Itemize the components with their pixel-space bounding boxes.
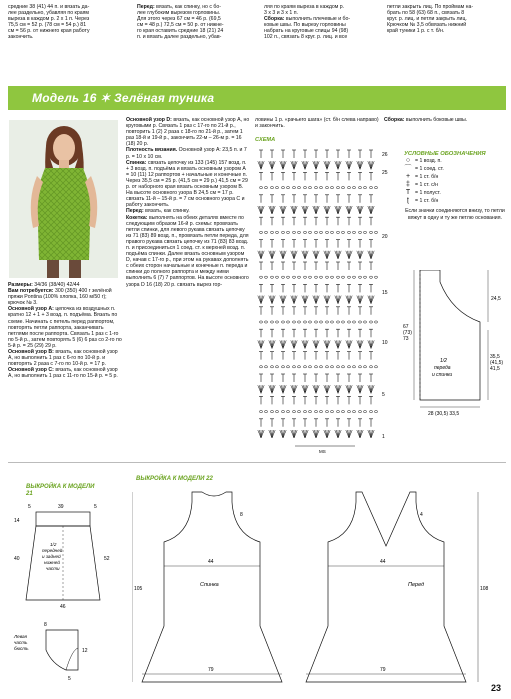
back-top-dim: 44	[208, 559, 214, 565]
scheme-chain	[352, 231, 355, 233]
scheme-chain	[303, 411, 306, 413]
scheme-chain	[303, 321, 306, 323]
back-label: Спинка	[200, 582, 219, 588]
scheme-chain	[297, 321, 300, 323]
dim-73a: (73)	[403, 330, 412, 336]
middle-column-text	[126, 117, 250, 288]
scheme-chain	[330, 231, 333, 233]
back-mid-dim: 8	[240, 512, 243, 518]
back-text: связать цепочку из 133 (145) 157 возд. п. + 3 возд. п. подъёма и вязать основным узором A = 10 (11) 12 раппортов + начальные и конечные п. Через 35,5 см = 25 р. (41,5 см = 29 р.) 41,5 см = 29 р. от наборного края вязать основным узором B. На высоте основного узора B 24,5 см = 17 р. связать 11-й – 15-й р. = 7 см основного узора C и работу закончить.	[126, 159, 248, 209]
dim-67: 67	[403, 324, 409, 330]
scheme-chain	[330, 187, 333, 189]
scheme-chain	[341, 187, 344, 189]
scheme-chain	[308, 366, 311, 368]
front-label: Перед:	[137, 4, 155, 10]
scheme-chain	[325, 187, 328, 189]
scheme-chain	[264, 231, 267, 233]
scheme-chain	[270, 276, 273, 278]
legend-symbol-icon: ‡	[406, 181, 410, 189]
yoke-label: Кокетка:	[126, 214, 148, 221]
scheme-chain	[336, 321, 339, 323]
scheme-chain	[275, 321, 278, 323]
legend-item	[404, 189, 506, 197]
pattern21-label-3: и задней	[42, 554, 61, 559]
legend	[404, 151, 506, 221]
scheme-chain	[303, 276, 306, 278]
section-divider	[8, 462, 506, 463]
front-text-2: вязать, как спинку.	[143, 208, 190, 215]
scheme-chain	[286, 276, 289, 278]
pattern21-title: ВЫКРОЙКА К МОДЕЛИ 21	[26, 484, 95, 497]
dim-41-5a: (41,5)	[490, 360, 504, 366]
pattern-a-text: цепочка из воздушных п. кратно 12 + 1 + 3 возд. п. подъёма. Вязать по схеме. Начинать с петель перед раппортом, повторять петли раппорта, заканчивать петлями после раппорта. Связать 1 раз с 1-го по 5-й р., затем повторять 5 (6) 6 раз со 2-го по 5-й р. = 25 (29) 29 р.	[8, 306, 122, 349]
sizes-label: Размеры:	[8, 282, 33, 288]
scheme-title: СХЕМА	[255, 137, 276, 143]
back-side-dim: 105	[134, 586, 143, 592]
front-outline	[306, 492, 466, 682]
scheme-chain	[297, 366, 300, 368]
scheme-chain	[341, 321, 344, 323]
pattern21-dim-e: 46	[60, 604, 66, 610]
pattern-d-text: вязать, как основной узор A, но круговыми р. Связать 1 раз с 17-го по 21-й р., повторить 1 (2) 2 раза с 18-го по 21-й р., затем 1 раз 18-й и 19-й р., закончить 22-м – 26-м р. = 16 (18) 20 р.	[126, 117, 250, 148]
scheme-chain	[347, 411, 350, 413]
pattern21-dim-g: 40	[14, 556, 20, 562]
legend-symbol-icon: ○	[405, 157, 411, 165]
scheme-chain	[270, 411, 273, 413]
scheme-chain	[303, 231, 306, 233]
scheme-chain	[336, 366, 339, 368]
row-number-1: 1	[382, 434, 385, 440]
legend-label: = 1 ст. б/н	[415, 174, 439, 181]
scheme-chain	[275, 276, 278, 278]
scheme-chain	[374, 411, 377, 413]
diagram-outline	[420, 270, 480, 400]
pattern21-waistband	[36, 512, 90, 526]
scheme-chain	[303, 366, 306, 368]
pattern21-bust-dim-3: 5	[68, 676, 71, 682]
scheme-chain	[264, 411, 267, 413]
back-label: Спинка:	[126, 159, 147, 166]
scheme-chain	[369, 411, 372, 413]
scheme-chain	[308, 187, 311, 189]
pattern21-label-4: нижней	[44, 560, 60, 565]
pattern21-bust-dim-2: 12	[82, 648, 88, 654]
scheme-chain	[286, 366, 289, 368]
scheme-chain	[363, 321, 366, 323]
assembly-text: выполнить плечевые и бо- ковые швы. По вырезу горловины набрать на круговые спицы 94 (98) 102 п., связать 8 круг. р. лиц. и все	[264, 16, 351, 41]
scheme-chain	[352, 187, 355, 189]
scheme-chain	[319, 276, 322, 278]
front-top-dim: 44	[380, 559, 386, 565]
materials-label: Вам потребуется:	[8, 288, 54, 295]
scheme-chain	[374, 276, 377, 278]
scheme-chain	[308, 411, 311, 413]
pattern21-bust-label-2: часть	[14, 640, 28, 645]
right-top-text: ловины 1 р. «рачьего шага» (ст. б/н слева направо) и закончить.	[255, 117, 379, 130]
legend-item	[404, 173, 506, 181]
row-number-5: 5	[382, 392, 385, 398]
scheme-chain	[341, 366, 344, 368]
scheme-chain	[297, 411, 300, 413]
scheme-chain	[369, 276, 372, 278]
legend-label: = 1 полуст.	[415, 190, 441, 197]
yoke-text: выполнять на обеих деталях вместе по следующим образом 16-й р. схемы: провязать петли спинки, для левого рукава связать цепочку из 71 (83) 89 возд. п., провязать петли переда, для правого рукава связать цепочку из 71 (83) 83 возд. п. и присоединиться 1 соед. ст. к верхней возд. п. подъёма спинки. Далее вязать основным узором D, начав с 17-го р., при этом на рукавах дополнять с обеих сторон начальные и конечные п. переда и спинки до полного раппорта и между ними выполнить 6 (7) 7 раппортов. На высоте основного узора D 16 (18) 20 р. связать вырез гор-	[126, 214, 249, 288]
sizes-text: 34/36 (38/40) 42/44	[32, 282, 80, 288]
scheme-chain	[325, 411, 328, 413]
scheme-chain	[281, 276, 284, 278]
pattern21-bust-dim-1: 8	[44, 622, 47, 628]
front-back-diagram	[400, 270, 508, 420]
scheme-chain	[336, 187, 339, 189]
scheme-chain	[347, 231, 350, 233]
scheme-chain	[358, 366, 361, 368]
scheme-chain	[347, 366, 350, 368]
scheme-chain	[341, 411, 344, 413]
scheme-chain	[275, 187, 278, 189]
scheme-chain	[314, 411, 317, 413]
row-number-15: 15	[382, 290, 388, 296]
scheme-chain	[325, 366, 328, 368]
pattern-d-label: Основной узор D:	[126, 117, 172, 123]
scheme-chain	[281, 411, 284, 413]
scheme-chain	[259, 231, 262, 233]
scheme-chain	[325, 276, 328, 278]
scheme-chain	[270, 187, 273, 189]
scheme-chain	[358, 276, 361, 278]
scheme-chain	[319, 187, 322, 189]
pattern21-label-2: передней	[42, 548, 63, 553]
scheme-chain	[358, 411, 361, 413]
legend-item	[404, 197, 506, 205]
top-text-col3a: ляя по краям выреза в каждом р. 3 х 3 и 3 х 1 п.	[264, 4, 345, 17]
legend-note: Если значки соединяются внизу, то петли вяжут в одну и ту же петлю основания.	[405, 208, 505, 221]
pattern22-diagram	[132, 486, 502, 686]
legend-items	[404, 157, 506, 205]
top-text-col4: петли закрыть лиц. По проймам на- брать по 58 (63) 68 п., связать 8 круг. р. лиц. и петли закрыть лиц. Крючком № 3,5 обвязать нижний край туники 1 р. с т. б/н.	[387, 4, 474, 35]
scheme-rows	[258, 150, 378, 438]
scheme-chain	[330, 321, 333, 323]
scheme-chain	[363, 366, 366, 368]
legend-symbol-icon: T	[405, 189, 411, 197]
diagram-label-line3: и спинки	[432, 372, 453, 378]
pattern-c-label: Основной узор C:	[8, 367, 54, 374]
scheme-chain	[292, 411, 295, 413]
scheme-chain	[292, 187, 295, 189]
front-label: Перед	[408, 582, 425, 588]
legend-symbol-icon: +	[405, 173, 411, 181]
pattern22-title: ВЫКРОЙКА К МОДЕЛИ 22	[136, 476, 213, 482]
pattern21-label-5: части	[46, 566, 60, 571]
model-photo	[9, 120, 118, 278]
row-number-20: 20	[382, 234, 388, 240]
scheme-chain	[374, 187, 377, 189]
front-mid-dim: 4	[420, 512, 423, 518]
scheme-chain	[275, 366, 278, 368]
scheme-chain	[363, 276, 366, 278]
scheme-chain	[264, 276, 267, 278]
scheme-chain	[352, 411, 355, 413]
scheme-chain	[314, 276, 317, 278]
row-number-25: 25	[382, 170, 388, 176]
front-side-dim: 108	[480, 586, 489, 592]
dim-73b: 73	[403, 336, 409, 342]
density-text: Основной узор A: 23,5 п. и 7 р. = 10 x 10 см.	[126, 147, 247, 160]
left-column-text	[8, 282, 122, 380]
legend-title: УСЛОВНЫЕ ОБОЗНАЧЕНИЯ	[404, 151, 486, 157]
pattern21-dim-d: 14	[14, 518, 20, 524]
scheme-chain	[308, 276, 311, 278]
pattern21-bust-piece	[46, 630, 78, 670]
scheme-chain	[363, 411, 366, 413]
scheme-chain	[292, 321, 295, 323]
scheme-chain	[358, 321, 361, 323]
density-label: Плотность вязания.	[126, 147, 178, 154]
pattern21-dim-b: 39	[58, 504, 64, 510]
scheme-chain	[281, 366, 284, 368]
pattern21-label-1: 1/2	[50, 542, 57, 547]
pattern-a-label: Основной узор A:	[8, 306, 54, 313]
crochet-scheme	[255, 146, 400, 456]
banner-title: Модель 16 ✶ Зелёная туника	[32, 91, 215, 105]
dim-41-5b: 41,5	[490, 366, 500, 372]
scheme-chain	[297, 276, 300, 278]
scheme-chain	[286, 187, 289, 189]
legend-item	[404, 157, 506, 165]
assembly-label-2: Сборка:	[384, 117, 405, 123]
scheme-chain	[281, 231, 284, 233]
row-number-26: 26	[382, 152, 388, 158]
scheme-chain	[330, 366, 333, 368]
legend-label: = 1 ст. б/н	[415, 198, 439, 205]
scheme-chain	[292, 276, 295, 278]
scheme-chain	[308, 321, 311, 323]
scheme-chain	[292, 366, 295, 368]
scheme-chain	[270, 231, 273, 233]
scheme-chain	[259, 321, 262, 323]
top-text-col1: средние 38 (41) 44 п. и вязать да- лее раздельно, убавляя по краям выреза в каждом р. 2 х 1 п. Через 75,5 см = 52 р. (78 см = 54 р.) 81 см = 56 р. от нижнего края работу закончить.	[8, 4, 90, 41]
scheme-chain	[352, 366, 355, 368]
scheme-chain	[259, 366, 262, 368]
scheme-chain	[292, 231, 295, 233]
section-banner	[8, 86, 506, 110]
legend-item	[404, 181, 506, 189]
scheme-chain	[325, 231, 328, 233]
front-bottom-dim: 79	[380, 667, 386, 673]
scheme-chain	[259, 276, 262, 278]
diagram-label-line2: переда	[434, 365, 451, 371]
scheme-chain	[259, 411, 262, 413]
scheme-chain	[347, 321, 350, 323]
scheme-chain	[358, 187, 361, 189]
scheme-chain	[264, 321, 267, 323]
scheme-chain	[352, 321, 355, 323]
legend-item	[404, 165, 506, 173]
pattern-b-label: Основной узор B:	[8, 349, 54, 356]
scheme-chain	[363, 231, 366, 233]
scheme-chain	[319, 321, 322, 323]
scheme-chain	[303, 187, 306, 189]
scheme-chain	[286, 411, 289, 413]
scheme-chain	[308, 231, 311, 233]
scheme-chain	[374, 231, 377, 233]
front-label-2: Перед:	[126, 208, 144, 215]
scheme-chain	[369, 366, 372, 368]
scheme-chain	[275, 411, 278, 413]
pattern-b-text: вязать, как основной узор A, но выполнить 1 раз с 6-го по 10-й р. и повторять 2 раза с 7-го по 10-й р. = 17 р.	[8, 349, 118, 368]
top-text-col2	[137, 4, 259, 41]
pattern21-dim-c: 5	[94, 504, 97, 510]
scheme-chain	[281, 187, 284, 189]
scheme-chain	[286, 321, 289, 323]
scheme-chain	[297, 187, 300, 189]
dim-width: 28 (30,5) 33,5	[428, 411, 460, 417]
assembly-text-2	[384, 117, 506, 123]
diagram-label-line1: 1/2	[440, 358, 447, 364]
legend-label: = 1 ст. с/н	[415, 182, 438, 189]
scheme-chain	[275, 231, 278, 233]
scheme-chain	[264, 187, 267, 189]
legend-label: = 1 соед. ст.	[415, 166, 444, 173]
scheme-chain	[347, 187, 350, 189]
assembly-label: Сборка:	[264, 16, 285, 23]
scheme-chain	[330, 411, 333, 413]
scheme-chain	[314, 187, 317, 189]
scheme-chain	[369, 321, 372, 323]
scheme-chain	[352, 276, 355, 278]
scheme-chain	[341, 231, 344, 233]
scheme-chain	[341, 276, 344, 278]
scheme-chain	[363, 187, 366, 189]
legend-label: = 1 возд. п.	[415, 158, 442, 165]
scheme-chain	[297, 231, 300, 233]
scheme-chain	[369, 231, 372, 233]
scheme-chain	[374, 321, 377, 323]
top-text-col3	[264, 4, 382, 41]
front-text: вязать, как спинку, но с бо- лее глубоким вырезом горловины. Для этого через 67 см = 46 р. (69,5 см = 48 р.) 72,5 см = 50 р. от нижне- го края оставить средние 18 (21) 24 п. и вязать далее раздельно, убав-	[137, 4, 224, 41]
page-number: 23	[490, 683, 501, 693]
scheme-chain	[259, 187, 262, 189]
pattern21-bust-label-1: Левая	[14, 634, 28, 639]
scheme-chain	[325, 321, 328, 323]
scheme-ms-label: МS	[319, 449, 326, 454]
dim-24-5: 24,5	[491, 296, 501, 302]
scheme-chain	[330, 276, 333, 278]
assembly-body-2: выполнить боковые швы.	[404, 117, 468, 123]
scheme-chain	[314, 321, 317, 323]
pattern21-dim-a: 5	[28, 504, 31, 510]
scheme-chain	[319, 366, 322, 368]
pattern21-diagram	[8, 500, 128, 695]
legend-symbol-icon: ⌒	[404, 165, 412, 173]
scheme-chain	[374, 366, 377, 368]
scheme-chain	[270, 366, 273, 368]
scheme-chain	[314, 231, 317, 233]
pattern21-bust-label-3: бюсть	[14, 646, 29, 651]
scheme-chain	[264, 366, 267, 368]
scheme-chain	[319, 411, 322, 413]
pattern-c-text: вязать, как основной узор A, но выполнить 1 раз с 11-го по 15-й р. = 5 р.	[8, 367, 118, 380]
row-number-10: 10	[382, 340, 388, 346]
scheme-chain	[336, 411, 339, 413]
scheme-chain	[336, 231, 339, 233]
dim-35-5: 35,5	[490, 354, 500, 360]
scheme-chain	[270, 321, 273, 323]
scheme-chain	[319, 231, 322, 233]
pattern21-bust-curve	[66, 648, 78, 670]
back-bottom-dim: 79	[208, 667, 214, 673]
scheme-chain	[347, 276, 350, 278]
scheme-chain	[286, 231, 289, 233]
scheme-chain	[369, 187, 372, 189]
legend-symbol-icon: ʈ	[407, 197, 409, 205]
scheme-chain	[336, 276, 339, 278]
scheme-chain	[358, 231, 361, 233]
pattern21-dim-h: 52	[104, 556, 110, 562]
scheme-chain	[281, 321, 284, 323]
materials-text: 300 (350) 400 г зелёной пряжи Pontina (100% хлопка, 160 м/50 г); крючок № 3.	[8, 288, 112, 307]
model-illustration	[9, 120, 118, 278]
scheme-chain	[314, 366, 317, 368]
